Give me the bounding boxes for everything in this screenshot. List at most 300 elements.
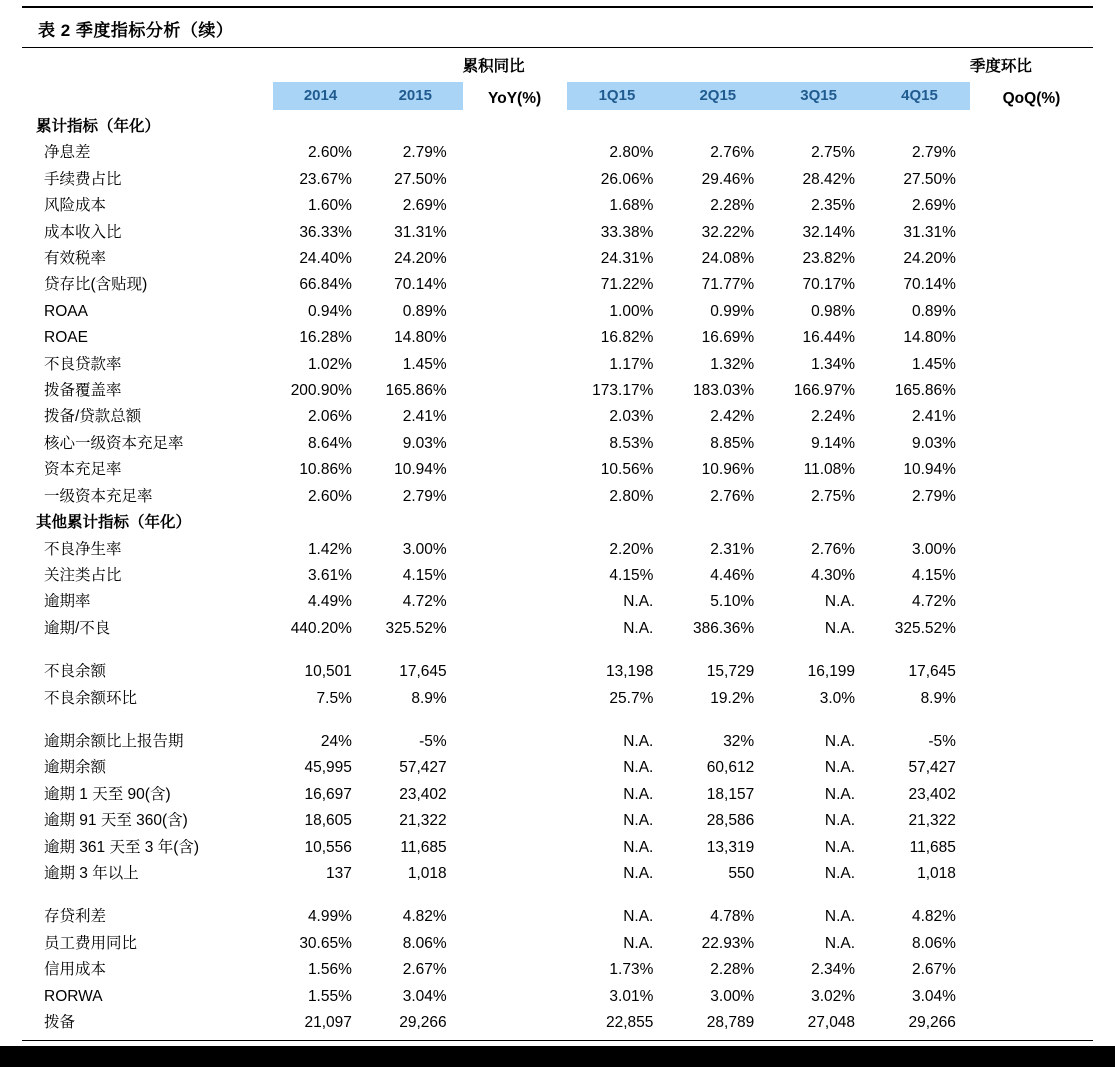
row-label: 拨备/贷款总额: [44, 408, 142, 426]
table-row: [22, 537, 1093, 563]
row-value: [463, 325, 567, 351]
row-value: [463, 755, 567, 781]
row-value: N.A.: [623, 838, 654, 856]
source-note: 资料来源：公司年报、中报和季报（2014-2015），海通证券研究所: [38, 1051, 434, 1067]
row-value: 71.22%: [600, 276, 654, 294]
row-value: 1,018: [917, 864, 956, 882]
row-value: 16.28%: [299, 329, 352, 347]
row-value: [463, 431, 567, 457]
row-value: 3.01%: [609, 987, 654, 1005]
row-value: 9.03%: [911, 434, 956, 452]
row-value: [970, 589, 1093, 615]
row-label: 关注类占比: [44, 566, 122, 584]
row-value: N.A.: [623, 934, 654, 952]
row-value: [463, 589, 567, 615]
row-value: 8.53%: [609, 434, 654, 452]
header-qoq-bottom: QoQ(%): [1002, 90, 1061, 107]
row-value: 4.15%: [911, 566, 956, 584]
row-value: [970, 299, 1093, 325]
row-value: [970, 431, 1093, 457]
table-row: [22, 484, 1093, 510]
row-value: 2.03%: [609, 408, 654, 426]
row-value: 325.52%: [385, 619, 447, 637]
row-value: 22,855: [605, 1014, 654, 1031]
table-spacer-row: [22, 887, 1093, 904]
table-row: [22, 686, 1093, 712]
row-value: 27.50%: [903, 170, 956, 188]
row-label: 不良余额: [44, 663, 107, 681]
row-label: 逾期率: [44, 593, 91, 611]
header-label-col: [22, 48, 273, 114]
row-value: [970, 729, 1093, 755]
row-value: 10,556: [304, 838, 352, 856]
table-spacer-row: [22, 712, 1093, 729]
row-value: 29.46%: [701, 170, 755, 188]
row-value: 16.69%: [701, 329, 755, 347]
row-value: [970, 484, 1093, 510]
row-value: 16.44%: [802, 329, 856, 347]
row-label: 资本充足率: [44, 461, 122, 479]
row-value: [463, 957, 567, 983]
row-value: 27,048: [807, 1014, 856, 1031]
row-value: [463, 299, 567, 325]
row-value: [970, 167, 1093, 193]
row-value: [273, 510, 368, 536]
row-value: 2.24%: [811, 408, 856, 426]
row-value: [567, 114, 668, 140]
table-row: [22, 957, 1093, 983]
row-value: 165.86%: [894, 382, 956, 400]
row-value: [970, 835, 1093, 861]
row-value: 2.76%: [811, 540, 856, 558]
row-value: 1.60%: [307, 197, 352, 215]
row-value: 4.46%: [710, 566, 755, 584]
table-row: [22, 246, 1093, 272]
table-row: [22, 755, 1093, 781]
row-value: 2.75%: [811, 487, 856, 505]
row-value: 2.76%: [710, 487, 755, 505]
row-value: [273, 114, 368, 140]
row-label: ROAE: [44, 329, 88, 347]
row-value: 4.30%: [811, 566, 856, 584]
header-1q15-label: 1Q15: [567, 82, 668, 110]
row-value: 2.79%: [911, 487, 956, 505]
row-value: 32.22%: [701, 223, 755, 241]
row-value: 2.69%: [402, 197, 447, 215]
row-value: 11.08%: [803, 461, 856, 479]
row-value: 2.31%: [710, 540, 755, 558]
table-row: [22, 729, 1093, 755]
row-label: 逾期 91 天至 360(含): [44, 812, 188, 830]
row-value: 183.03%: [693, 382, 755, 400]
row-value: 2.06%: [307, 408, 352, 426]
row-value: 10.94%: [394, 461, 447, 479]
row-value: 24%: [320, 732, 352, 750]
row-value: [970, 378, 1093, 404]
row-label: 一级资本充足率: [44, 487, 153, 505]
header-3q15: [768, 48, 869, 114]
row-value: 13,319: [706, 838, 755, 856]
row-group-label: 累计指标（年化）: [36, 118, 161, 135]
row-value: [667, 114, 768, 140]
row-value: [869, 114, 970, 140]
row-value: [463, 193, 567, 219]
row-value: [970, 686, 1093, 712]
row-value: N.A.: [623, 732, 654, 750]
row-value: [463, 510, 567, 536]
row-value: 24.31%: [600, 250, 654, 268]
row-value: 18,157: [706, 785, 755, 803]
row-value: 10.86%: [299, 461, 352, 479]
row-value: [463, 904, 567, 930]
row-value: 2.75%: [811, 144, 856, 162]
row-value: 0.99%: [710, 302, 755, 320]
row-value: [463, 404, 567, 430]
header-yoy-top: 累积同比: [462, 58, 525, 75]
row-value: [970, 114, 1093, 140]
table-row: [22, 352, 1093, 378]
row-value: [463, 140, 567, 166]
header-4q15: [869, 48, 970, 114]
row-value: 24.08%: [701, 250, 755, 268]
row-value: N.A.: [824, 593, 856, 611]
row-value: 60,612: [706, 759, 755, 777]
row-value: N.A.: [623, 908, 654, 926]
row-value: 2.79%: [911, 144, 956, 162]
row-label: 逾期/不良: [44, 619, 111, 637]
row-value: 2.28%: [710, 197, 755, 215]
row-value: 31.31%: [903, 223, 956, 241]
row-value: N.A.: [824, 864, 856, 882]
row-value: 3.00%: [911, 540, 956, 558]
row-label: 逾期 1 天至 90(含): [44, 785, 171, 803]
row-value: 5.10%: [710, 593, 755, 611]
row-value: N.A.: [623, 812, 654, 830]
row-value: [463, 537, 567, 563]
row-value: [970, 510, 1093, 536]
row-value: [463, 457, 567, 483]
row-value: 8.85%: [710, 434, 755, 452]
row-label: 净息差: [44, 144, 91, 162]
row-value: 8.9%: [411, 689, 447, 707]
row-value: [463, 114, 567, 140]
header-qoq-top: 季度环比: [969, 58, 1032, 75]
header-2q15: [667, 48, 768, 114]
row-value: 70.14%: [394, 276, 447, 294]
row-value: [970, 755, 1093, 781]
row-value: 17,645: [399, 663, 447, 681]
table-row: [22, 510, 1093, 536]
row-value: 32.14%: [802, 223, 856, 241]
row-value: 4.72%: [911, 593, 956, 611]
row-value: [463, 1010, 567, 1036]
row-value: 28,586: [706, 812, 755, 830]
row-value: 2.79%: [402, 144, 447, 162]
row-value: 2.41%: [402, 408, 447, 426]
row-label: 逾期 3 年以上: [44, 864, 139, 882]
row-value: 166.97%: [793, 382, 856, 400]
row-value: 16,697: [304, 785, 352, 803]
row-value: 14.80%: [903, 329, 956, 347]
row-value: [970, 616, 1093, 642]
row-value: [463, 729, 567, 755]
row-value: 325.52%: [894, 619, 956, 637]
table-row: [22, 457, 1093, 483]
row-value: 2.34%: [811, 961, 856, 979]
row-value: 28,789: [706, 1014, 755, 1031]
row-value: [970, 272, 1093, 298]
row-value: [768, 114, 869, 140]
row-value: 19.2%: [710, 689, 755, 707]
header-1q15: [567, 48, 668, 114]
row-value: 137: [326, 864, 352, 882]
row-label: 成本收入比: [44, 223, 122, 241]
row-value: 440.20%: [290, 619, 352, 637]
row-value: 4.15%: [609, 566, 654, 584]
row-value: [463, 808, 567, 834]
row-value: [463, 984, 567, 1010]
row-value: 70.17%: [802, 276, 856, 294]
row-label: 手续费占比: [44, 170, 122, 188]
row-value: [567, 510, 668, 536]
row-value: 7.5%: [316, 689, 352, 707]
table-row: [22, 563, 1093, 589]
row-value: [463, 835, 567, 861]
row-value: 21,322: [908, 812, 956, 830]
row-value: 9.14%: [811, 434, 856, 452]
table-row: [22, 931, 1093, 957]
row-value: 11,685: [909, 838, 956, 856]
row-value: 4.15%: [402, 566, 447, 584]
row-value: 57,427: [908, 759, 956, 777]
row-value: 173.17%: [592, 382, 654, 400]
row-value: [463, 246, 567, 272]
row-value: 15,729: [706, 663, 755, 681]
row-value: 21,322: [399, 812, 447, 830]
row-value: 1.42%: [307, 540, 352, 558]
row-value: 8.64%: [307, 434, 352, 452]
row-value: 1,018: [407, 864, 447, 882]
header-2015-label: 2015: [368, 82, 463, 110]
row-value: 29,266: [399, 1014, 447, 1031]
row-value: 4.78%: [710, 908, 755, 926]
row-value: 3.04%: [402, 987, 447, 1005]
row-value: N.A.: [623, 759, 654, 777]
spacer-cell: [22, 642, 1093, 659]
row-value: 1.00%: [609, 302, 654, 320]
row-value: [970, 404, 1093, 430]
row-value: 24.20%: [394, 250, 447, 268]
row-value: 2.69%: [911, 197, 956, 215]
row-value: 2.67%: [402, 961, 447, 979]
row-value: 2.79%: [402, 487, 447, 505]
row-value: [970, 140, 1093, 166]
row-label: 逾期 361 天至 3 年(含): [44, 838, 200, 856]
row-value: 9.03%: [402, 434, 447, 452]
row-value: 13,198: [605, 663, 654, 681]
row-value: 18,605: [304, 812, 352, 830]
row-value: [970, 1010, 1093, 1036]
row-value: [970, 193, 1093, 219]
row-label: 不良净生率: [44, 540, 122, 558]
row-value: [970, 808, 1093, 834]
row-value: 0.89%: [911, 302, 956, 320]
row-value: [463, 563, 567, 589]
row-value: 3.00%: [402, 540, 447, 558]
row-value: 24.20%: [903, 250, 956, 268]
row-value: 1.17%: [609, 355, 654, 373]
row-value: 16.82%: [600, 329, 654, 347]
row-value: 3.04%: [911, 987, 956, 1005]
row-value: 8.06%: [911, 934, 956, 952]
table-row: [22, 140, 1093, 166]
table-row: [22, 167, 1093, 193]
header-qoq: [970, 48, 1093, 114]
row-label: 核心一级资本充足率: [44, 434, 184, 452]
row-value: 2.42%: [710, 408, 755, 426]
row-value: 4.49%: [307, 593, 352, 611]
header-2014: [273, 48, 368, 114]
table-body: [22, 114, 1093, 1036]
table-row: [22, 114, 1093, 140]
row-value: 27.50%: [394, 170, 447, 188]
row-value: 10.94%: [903, 461, 956, 479]
row-value: 26.06%: [600, 170, 654, 188]
row-value: 17,645: [908, 663, 956, 681]
row-value: 23,402: [399, 785, 447, 803]
row-value: 4.99%: [307, 908, 352, 926]
table-row: [22, 984, 1093, 1010]
table-row: [22, 299, 1093, 325]
row-value: 29,266: [908, 1014, 956, 1031]
row-value: N.A.: [824, 934, 856, 952]
row-value: 1.45%: [402, 355, 447, 373]
row-value: 2.20%: [609, 540, 654, 558]
row-value: [463, 272, 567, 298]
row-value: [970, 457, 1093, 483]
quarterly-metrics-table: [22, 48, 1093, 1036]
row-value: [463, 782, 567, 808]
table-frame: [22, 6, 1093, 1067]
row-value: 14.80%: [394, 329, 447, 347]
row-value: [970, 861, 1093, 887]
row-value: 66.84%: [299, 276, 352, 294]
row-group-label: 其他累计指标（年化）: [36, 514, 192, 532]
row-value: 1.02%: [307, 355, 352, 373]
row-value: [463, 686, 567, 712]
header-2014-label: 2014: [273, 82, 368, 110]
row-value: 0.89%: [402, 302, 447, 320]
table-spacer-row: [22, 642, 1093, 659]
table-row: [22, 1010, 1093, 1036]
row-value: [463, 931, 567, 957]
row-value: 16,199: [807, 663, 856, 681]
table-row: [22, 904, 1093, 930]
row-value: -5%: [419, 732, 447, 750]
row-value: N.A.: [824, 759, 856, 777]
row-label: 贷存比(含贴现): [44, 276, 148, 294]
row-label: 拨备覆盖率: [44, 382, 122, 400]
table-row: [22, 861, 1093, 887]
row-value: 71.77%: [701, 276, 755, 294]
row-label: 拨备: [44, 1014, 76, 1031]
table-row: [22, 193, 1093, 219]
row-label: 逾期余额: [44, 759, 107, 777]
row-value: 28.42%: [802, 170, 856, 188]
row-value: 2.35%: [811, 197, 856, 215]
row-value: 10.96%: [701, 461, 755, 479]
row-value: N.A.: [623, 619, 654, 637]
row-value: 1.56%: [307, 961, 352, 979]
row-value: [970, 537, 1093, 563]
header-4q15-label: 4Q15: [869, 82, 970, 110]
row-value: 30.65%: [299, 934, 352, 952]
row-value: 2.60%: [307, 487, 352, 505]
row-value: 23,402: [908, 785, 956, 803]
row-value: 4.82%: [402, 908, 447, 926]
row-value: 22.93%: [701, 934, 755, 952]
row-value: 1.68%: [609, 197, 654, 215]
spacer-cell: [22, 712, 1093, 729]
table-title: 表 2 季度指标分析（续）: [38, 21, 234, 40]
row-value: N.A.: [824, 812, 856, 830]
row-label: 有效税率: [44, 250, 107, 268]
row-value: 165.86%: [385, 382, 447, 400]
row-value: 2.80%: [609, 144, 654, 162]
row-value: 200.90%: [290, 382, 352, 400]
table-row: [22, 220, 1093, 246]
row-value: 4.72%: [402, 593, 447, 611]
row-value: 0.94%: [307, 302, 352, 320]
table-row: [22, 404, 1093, 430]
row-label: 风险成本: [44, 197, 107, 215]
row-value: 1.32%: [710, 355, 755, 373]
row-value: [970, 984, 1093, 1010]
row-value: 386.36%: [693, 619, 755, 637]
row-value: 23.82%: [802, 250, 856, 268]
row-value: 31.31%: [394, 223, 447, 241]
table-row: [22, 808, 1093, 834]
row-value: N.A.: [824, 908, 856, 926]
row-value: 2.60%: [307, 144, 352, 162]
row-value: 3.61%: [307, 566, 352, 584]
spacer-cell: [22, 887, 1093, 904]
row-value: 25.7%: [609, 689, 654, 707]
row-value: N.A.: [824, 732, 856, 750]
row-value: [970, 659, 1093, 685]
row-value: [463, 378, 567, 404]
row-value: 2.76%: [710, 144, 755, 162]
table-row: [22, 431, 1093, 457]
table-row: [22, 616, 1093, 642]
row-value: 10.56%: [600, 461, 654, 479]
row-value: 57,427: [399, 759, 447, 777]
table-row: [22, 378, 1093, 404]
row-value: 1.34%: [811, 355, 856, 373]
table-row: [22, 659, 1093, 685]
table-row: [22, 325, 1093, 351]
row-label: RORWA: [44, 987, 103, 1005]
row-value: N.A.: [623, 864, 654, 882]
row-value: [463, 659, 567, 685]
row-label: ROAA: [44, 302, 88, 320]
row-value: [463, 167, 567, 193]
row-value: [368, 114, 463, 140]
row-value: N.A.: [824, 785, 856, 803]
row-label: 逾期余额比上报告期: [44, 732, 184, 750]
row-value: -5%: [928, 732, 956, 750]
row-value: [970, 563, 1093, 589]
